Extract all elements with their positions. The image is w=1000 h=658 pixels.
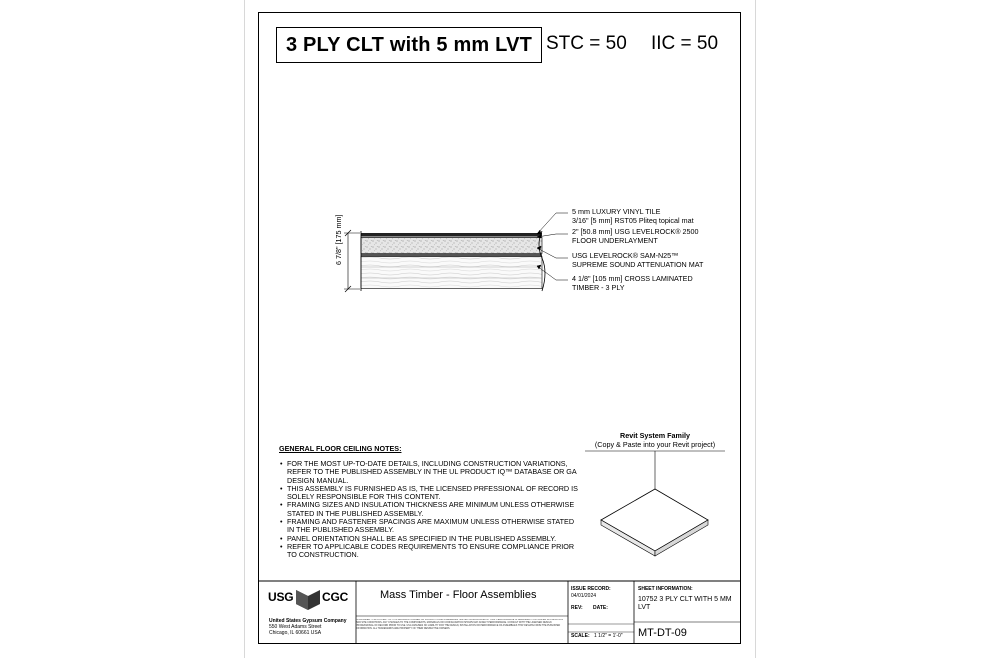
section-layers [361, 231, 545, 291]
scale-value: 1 1/2" = 1'-0" [594, 633, 623, 639]
sound-mat-layer [361, 254, 542, 257]
note-item: • FRAMING SIZES AND INSULATION THICKNESS ARE MINIMUM UNLESS OTHERWISE STATED IN THE PUBLISHED ASSEMBLY. [280, 501, 580, 518]
note-item: • THIS ASSEMBLY IS FURNISHED AS IS, THE LICENSED PRFESSIONAL OF RECORD IS SOLELY RESPONSIBLE FOR THIS CONTENT. [280, 485, 580, 502]
cgc-logo: CGC [322, 590, 349, 604]
detail-title: 3 PLY CLT with 5 mm LVT [276, 27, 542, 63]
lvt-layer [361, 233, 542, 236]
sheet-info-label: SHEET INFORMATION: [638, 586, 693, 592]
address-line-1: 550 West Adams Street [269, 624, 322, 630]
date-label: DATE: [593, 605, 608, 611]
callout-sam: USG LEVELROCK® SAM-N25™ [572, 251, 679, 260]
revit-family-subtitle: (Copy & Paste into your Revit project) [594, 440, 716, 449]
rev-label: REV: [571, 605, 583, 611]
scale-label: SCALE: [571, 633, 590, 639]
issue-record-label: ISSUE RECORD: [571, 586, 611, 592]
usg-logo-mark [296, 590, 320, 610]
usg-logo: USG [268, 590, 294, 604]
sheet-number: MT-DT-09 [638, 627, 687, 639]
callout-underlayment: FLOOR UNDERLAYMENT [572, 236, 658, 245]
disclaimer-text: DISCLAIMER: THE CONTENT OF THIS DRAWING IS BASED ON PRODUCTS AND ASSEMBLIES TESTED OR EVALUATED BY USG. PERFORMANCE IS DEPENDENT ON PROPER INSTALLATION AND SITE CONDITIONS. ANY CHANGES TO THE COMPONENTS, MATERIALS OR CONFIGURATION SHOWN MAY AFFECT PERFORMANCE. CONSULT WITH THE LICENSED DESIGN PROFESSIONAL OF RECORD PRIOR TO USE. USG ASSUMES NO LIABILITY FOR THE DESIGN, INSTALLATION OR PERFORMANCE OF ASSEMBLIES THAT DEVIATE FROM THE PUBLISHED INFORMATION. ALL TRADEMARKS ARE PROPERTY OF THEIR RESPECTIVE OWNERS. [356, 619, 563, 630]
revit-family-title: Revit System Family [620, 431, 690, 440]
callout-sound-mat: SUPREME SOUND ATTENUATION MAT [572, 260, 704, 269]
general-notes-list [280, 460, 580, 560]
stc-rating: STC = 50 [546, 33, 627, 54]
note-item: • PANEL ORIENTATION SHALL BE AS SPECIFIED IN THE PUBLISHED ASSEMBLY. [280, 535, 580, 543]
callout-clt: 4 1/8" [105 mm] CROSS LAMINATED [572, 274, 693, 283]
clt-layer [361, 257, 542, 289]
note-item: • FOR THE MOST UP-TO-DATE DETAILS, INCLUDING CONSTRUCTION VARIATIONS, REFER TO THE PUBLISHED ASSEMBLY IN THE UL PRODUCT IQ™ DATABASE OR GA DESIGN MANUAL. [280, 460, 580, 485]
callout-clt-ply: TIMBER - 3 PLY [572, 283, 625, 292]
notes-title: GENERAL FLOOR CEILING NOTES: [279, 444, 402, 453]
company-address [269, 618, 347, 636]
callout-levelrock: 2" [50.8 mm] USG LEVELROCK® 2500 [572, 227, 699, 236]
callout-lvt: 5 mm LUXURY VINYL TILE [572, 207, 661, 216]
sheet-info: 10752 3 PLY CLT WITH 5 MM LVT [638, 596, 732, 612]
callout-topical-mat: 3/16" [5 mm] RST05 Pliteq topical mat [572, 216, 694, 225]
project-title: Mass Timber - Floor Assemblies [380, 589, 537, 601]
dimension-line [344, 230, 360, 292]
company-name: United States Gypsum Company [269, 618, 347, 624]
note-item: • FRAMING AND FASTENER SPACINGS ARE MAXIMUM UNLESS OTHERWISE STATED IN THE PUBLISHED ASSEMBLY. [280, 518, 580, 535]
revit-panel-icon [601, 489, 708, 556]
section-dimension-label: 6 7/8" [175 mm] [334, 214, 343, 265]
iic-rating: IIC = 50 [651, 33, 719, 54]
note-item: • REFER TO APPLICABLE CODES REQUIREMENTS TO ENSURE COMPLIANCE PRIOR TO CONSTRUCTION. [280, 543, 580, 560]
issue-date: 04/01/2024 [571, 593, 597, 599]
address-line-2: Chicago, IL 60661 USA [269, 630, 322, 636]
levelrock-layer [361, 238, 542, 254]
